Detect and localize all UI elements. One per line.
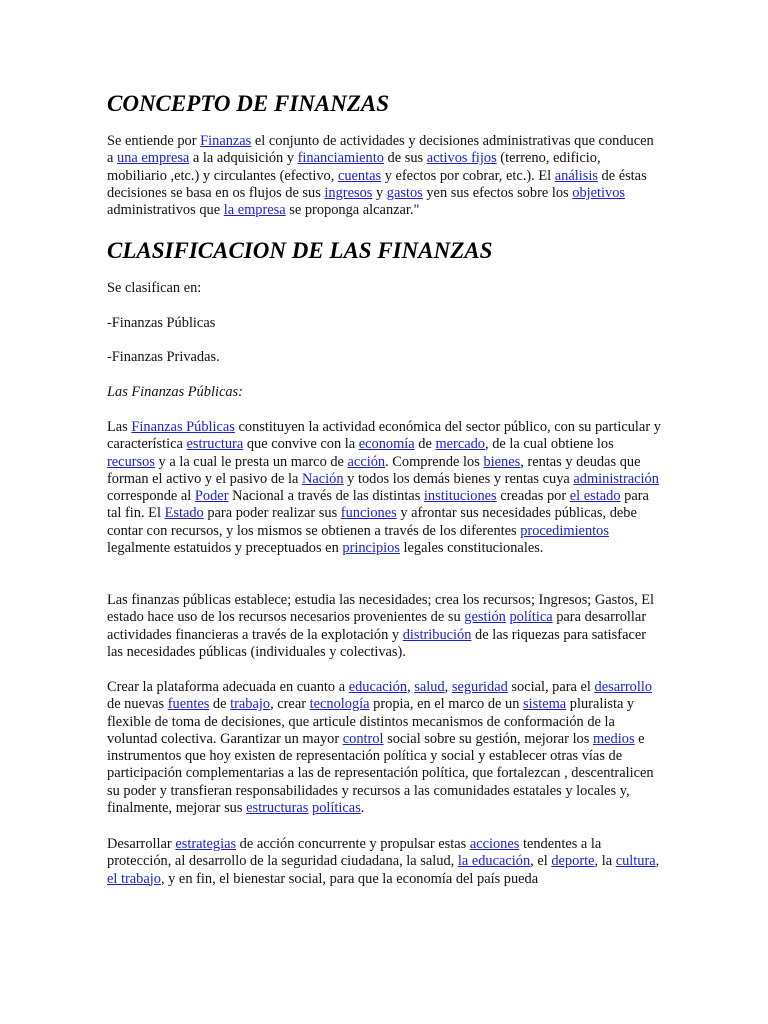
link-poder[interactable]: Poder (194, 488, 229, 505)
paragraph-finanzas-publicas: Las Finanzas Públicas constituyen la actividad económica del sector público, con su particular y característica estructura que convive con la economía de mercado, de la cual obtiene los recursos y a la cual le presta un marco de acción. Comprende los bienes, rentas y deudas que forman el activo y el pasivo de la Nación y todos los demás bienes y rentas cuya administración corresponde al Poder Nacional a través de las distintas instituciones creadas por el estado para tal fin. El Estado para poder realizar sus funciones y afrontar sus necesidades públicas, debe contar con recursos, y los mismos se obtienen a través de los diferentes procedimientos legalmente estatuidos y preceptuados en principios legales constitucionales. (107, 419, 661, 557)
link-analisis[interactable]: análisis (554, 167, 598, 184)
link-deporte[interactable]: deporte (551, 853, 595, 870)
link-finanzas-publicas[interactable]: Finanzas Públicas (131, 419, 235, 435)
link-bienes[interactable]: bienes (483, 453, 521, 470)
link-estructuras[interactable]: estructuras (246, 800, 309, 817)
link-acciones[interactable]: acciones (469, 836, 520, 852)
paragraph-finanzas-privadas-item: -Finanzas Privadas. (107, 349, 220, 365)
link-el-estado[interactable]: el estado (569, 488, 621, 505)
paragraph-finanzas-publicas-item: -Finanzas Públicas (107, 315, 216, 331)
link-fuentes[interactable]: fuentes (167, 696, 210, 713)
link-control[interactable]: control (342, 730, 384, 747)
link-cultura[interactable]: cultura (615, 853, 656, 870)
paragraph-desarrollar: Desarrollar estrategias de acción concurrente y propulsar estas acciones tendentes a la protección, al desarrollo de la seguridad ciudadana, la salud, la educación, el deporte, la cultura, el trabajo, y en fin, el bienestar social, para que la economía del país pueda (107, 836, 660, 887)
link-salud[interactable]: salud (414, 679, 445, 695)
link-activos-fijos[interactable]: activos fijos (426, 150, 497, 167)
link-politicas[interactable]: políticas (312, 800, 361, 817)
link-distribucion[interactable]: distribución (402, 626, 472, 643)
link-tecnologia[interactable]: tecnología (309, 696, 370, 713)
link-estrategias[interactable]: estrategias (175, 836, 237, 852)
link-estado[interactable]: Estado (164, 505, 204, 522)
link-financiamiento[interactable]: financiamiento (297, 150, 384, 167)
link-instituciones[interactable]: instituciones (423, 488, 497, 505)
link-funciones[interactable]: funciones (340, 505, 397, 522)
link-mercado[interactable]: mercado (435, 436, 485, 453)
link-objetivos[interactable]: objetivos (572, 184, 626, 201)
subheading-las-finanzas-publicas: Las Finanzas Públicas: (107, 384, 243, 400)
paragraph-se-clasifican: Se clasifican en: (107, 280, 202, 296)
link-trabajo[interactable]: trabajo (230, 696, 271, 713)
link-administracion[interactable]: administración (573, 470, 659, 487)
heading-concepto: CONCEPTO DE FINANZAS (107, 91, 390, 116)
link-ingresos[interactable]: ingresos (324, 184, 373, 201)
link-economia[interactable]: economía (358, 436, 415, 453)
link-seguridad[interactable]: seguridad (451, 679, 508, 695)
link-desarrollo[interactable]: desarrollo (594, 679, 653, 695)
link-accion[interactable]: acción (347, 453, 386, 470)
link-el-trabajo[interactable]: el trabajo (107, 870, 161, 887)
link-educacion[interactable]: educación (348, 679, 408, 695)
link-procedimientos[interactable]: procedimientos (520, 522, 609, 539)
link-cuentas[interactable]: cuentas (337, 167, 382, 184)
link-finanzas[interactable]: Finanzas (200, 133, 252, 149)
link-estructura[interactable]: estructura (186, 436, 244, 453)
link-principios[interactable]: principios (342, 540, 400, 557)
link-recursos[interactable]: recursos (107, 453, 155, 470)
paragraph-concepto: Se entiende por Finanzas el conjunto de actividades y decisiones administrativas que conducen a una empresa a la adquisición y financiamiento de sus activos fijos (terreno, edificio, mobiliario ,etc.) y circulantes (efectivo, cuentas y efectos por cobrar, etc.). El análisis de éstas decisiones se basa en os flujos de sus ingresos y gastos yen sus efectos sobre los objetivos administrativos que la empresa se proponga alcanzar." (107, 133, 654, 219)
link-medios[interactable]: medios (592, 730, 635, 747)
link-una-empresa[interactable]: una empresa (117, 150, 190, 167)
paragraph-crear-plataforma: Crear la plataforma adecuada en cuanto a educación, salud, seguridad social, para el desarrollo de nuevas fuentes de trabajo, crear tecnología propia, en el marco de un sistema pluralista y flexible de toma de decisiones, que articule distintos mecanismos de conformación de la voluntad colectiva. Garantizar un mayor control social sobre su gestión, mejorar los medios e instrumentos que hoy existen de representación política y social y establecer otras vías de participación complementarias a las de representación política, que fortalezcan , descentralicen su poder y transfieran responsabilidades y recursos a las comunidades estatales y locales y, finalmente, mejorar sus estructuras políticas. (107, 679, 654, 817)
link-la-educacion[interactable]: la educación (457, 853, 531, 870)
heading-clasificacion: CLASIFICACION DE LAS FINANZAS (107, 238, 493, 263)
link-la-empresa[interactable]: la empresa (223, 202, 286, 219)
link-politica[interactable]: política (509, 609, 553, 626)
link-sistema[interactable]: sistema (523, 696, 567, 713)
link-gestion[interactable]: gestión (464, 609, 506, 626)
paragraph-establece: Las finanzas públicas establece; estudia las necesidades; crea los recursos; Ingresos; Gastos, El estado hace uso de los recursos necesarios provenientes de su gestión política para desarrollar actividades financieras a través de la explotación y distribución de las riquezas para satisfacer las necesidades públicas (individuales y colectivas). (107, 592, 655, 660)
link-nacion[interactable]: Nación (302, 470, 344, 487)
link-gastos[interactable]: gastos (386, 184, 423, 201)
